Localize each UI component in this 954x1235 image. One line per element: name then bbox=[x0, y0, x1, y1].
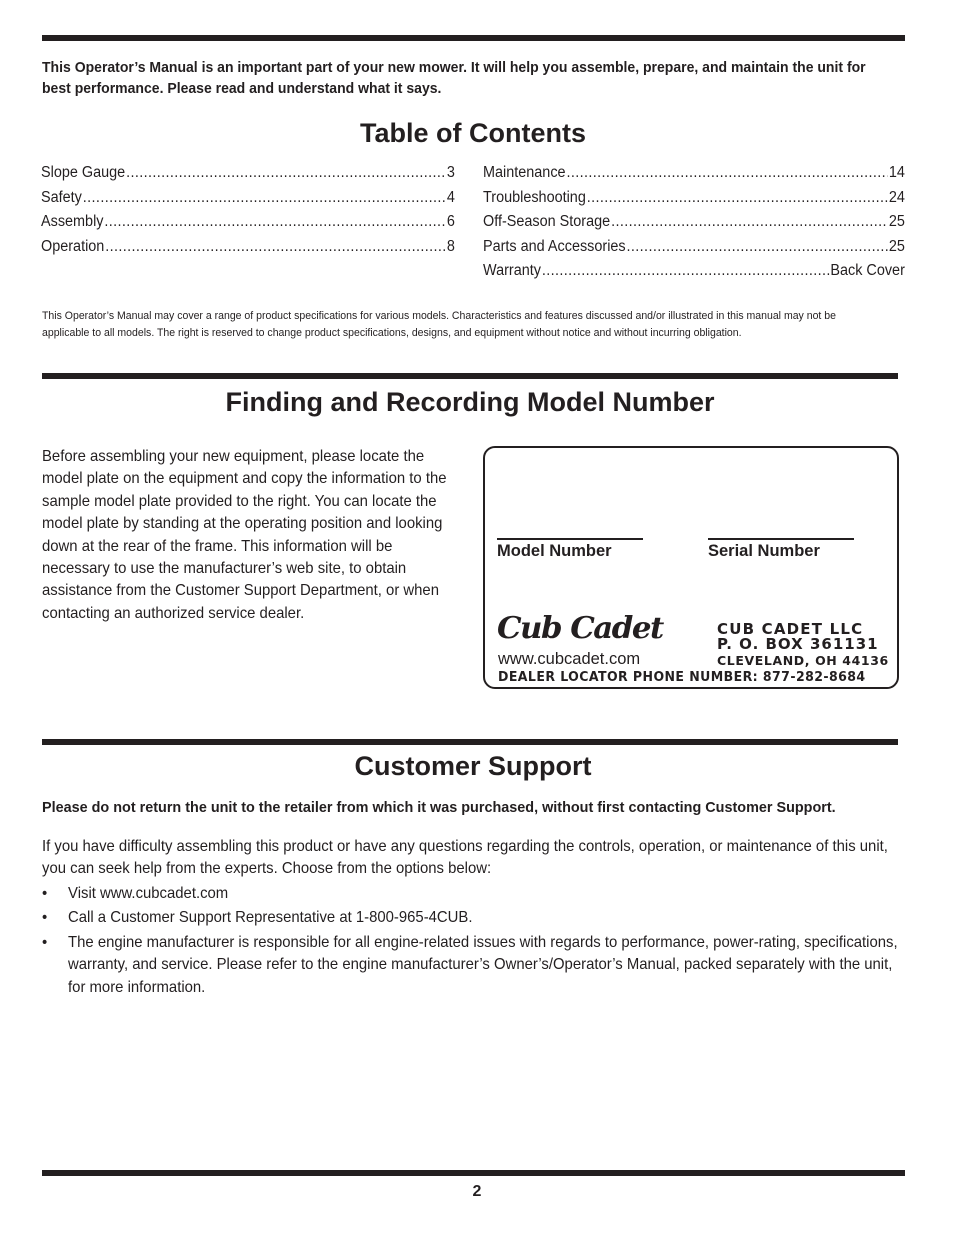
serial-number-line bbox=[708, 538, 854, 540]
intro-text: This Operator’s Manual is an important part of your new mower. It will help you assemble, prepare, and maintain the unit for best performance. Please read and understand what it says. bbox=[42, 60, 866, 97]
toc-entry[interactable]: Warranty ..... Back Cover bbox=[483, 259, 905, 284]
serial-number-label: Serial Number bbox=[708, 542, 820, 560]
toc-entry[interactable]: Maintenance ..... 14 bbox=[483, 161, 905, 186]
support-title: Customer Support bbox=[354, 751, 592, 781]
toc-entry[interactable]: Parts and Accessories ..... 25 bbox=[483, 235, 905, 260]
plate-website: www.cubcadet.com bbox=[498, 650, 641, 668]
section-rule bbox=[42, 739, 898, 745]
support-options-list bbox=[42, 883, 899, 999]
support-intro: If you have difficulty assembling this product or have any questions regarding the controls, operation, or maintenance of this unit, you can seek help from the experts. Choose from the options below: bbox=[42, 838, 888, 878]
toc-entry[interactable]: Operation ..... 8 bbox=[41, 235, 455, 260]
plate-city: CLEVELAND, OH 44136 bbox=[717, 653, 889, 668]
plate-dealer-line: DEALER LOCATOR PHONE NUMBER: 877-282-8684 bbox=[498, 670, 866, 685]
list-item: • Call a Customer Support Representative at 1-800-965-4CUB. bbox=[42, 907, 899, 929]
model-plate bbox=[483, 446, 899, 689]
bottom-rule bbox=[42, 1170, 905, 1176]
toc-entry[interactable]: Troubleshooting ..... 24 bbox=[483, 186, 905, 211]
list-item: • Visit www.cubcadet.com bbox=[42, 883, 899, 905]
model-number-label: Model Number bbox=[497, 542, 612, 560]
toc-entry[interactable]: Off-Season Storage ..... 25 bbox=[483, 210, 905, 235]
support-warning: Please do not return the unit to the retailer from which it was purchased, without first contacting Customer Support. bbox=[42, 799, 836, 816]
toc-title: Table of Contents bbox=[360, 118, 586, 148]
toc-entry[interactable]: Safety ..... 4 bbox=[41, 186, 455, 211]
toc-entry[interactable]: Assembly ..... 6 bbox=[41, 210, 455, 235]
model-section-body: Before assembling your new equipment, please locate the model plate on the equipment and copy the information to the sample model plate provided to the right. You can locate the model plate by standing at the operating position and looking down at the rear of the frame. This information will be necessary to use the manufacturer’s web site, to obtain assistance from the Customer Support Department, or when contacting an authorized service dealer. bbox=[42, 448, 447, 622]
toc-right-column bbox=[483, 161, 905, 284]
section-rule bbox=[42, 373, 898, 379]
toc-left-column bbox=[41, 161, 455, 259]
plate-po-box: P. O. BOX 361131 bbox=[717, 635, 879, 653]
model-number-line bbox=[497, 538, 643, 540]
model-section-title: Finding and Recording Model Number bbox=[225, 387, 715, 417]
top-rule bbox=[42, 35, 905, 41]
page-number: 2 bbox=[472, 1183, 482, 1200]
list-item: • The engine manufacturer is responsible for all engine-related issues with regards to performance, power-rating, specifications, warranty, and service. Please refer to the engine manufacturer’s Owner’s/Operator’s Manual, packed separately with the unit, for more information. bbox=[42, 932, 899, 999]
cub-cadet-logo: Cub Cadet bbox=[497, 611, 663, 646]
disclaimer-text: This Operator’s Manual may cover a range of product specifications for various models. Characteristics and features discussed and/or illustrated in this manual may not be applicable to all models. The right is reserved to change product specifications, designs, and equipment without notice and without incurring obligation. bbox=[42, 310, 836, 339]
plate-company: CUB CADET LLC bbox=[717, 620, 864, 638]
toc-entry[interactable]: Slope Gauge ..... 3 bbox=[41, 161, 455, 186]
